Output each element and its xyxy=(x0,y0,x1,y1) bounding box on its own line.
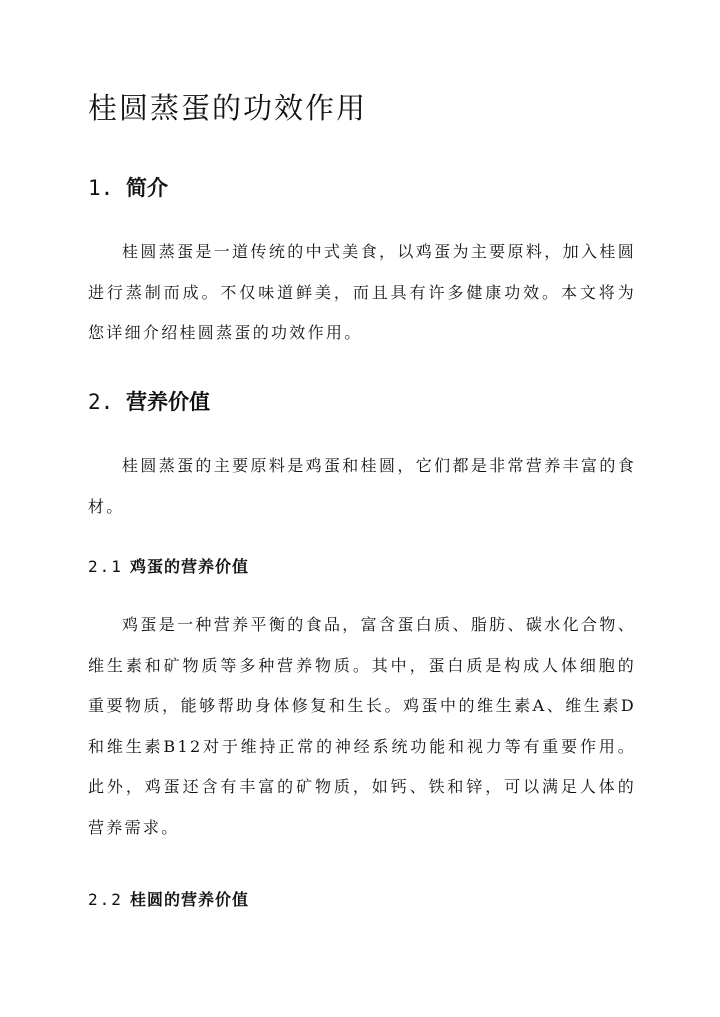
subsection-title: 鸡蛋的营养价值 xyxy=(130,557,250,576)
paragraph-nutrition: 桂圆蒸蛋的主要原料是鸡蛋和桂圆，它们都是非常营养丰富的食材。 xyxy=(88,456,636,516)
section-heading-nutrition xyxy=(88,387,210,417)
subsection-number: 2.2 xyxy=(88,890,123,909)
subsection-number: 2.1 xyxy=(88,557,123,576)
section-number: 2. xyxy=(88,390,114,414)
document-title: 桂圆蒸蛋的功效作用 xyxy=(88,91,368,125)
subsection-heading-longan xyxy=(88,888,249,912)
section-number: 1. xyxy=(88,176,114,200)
section-title: 简介 xyxy=(126,175,168,200)
subsection-heading-egg xyxy=(88,555,249,579)
paragraph-egg-nutrition: 鸡蛋是一种营养平衡的食品，富含蛋白质、脂肪、碳水化合物、维生素和矿物质等多种营养物质。其中，蛋白质是构成人体细胞的重要物质，能够帮助身体修复和生长。鸡蛋中的维生素A、维生素D和维生素B12对于维持正常的神经系统功能和视力等有重要作用。此外，鸡蛋还含有丰富的矿物质，如钙、铁和锌，可以满足人体的营养需求。 xyxy=(88,615,636,837)
paragraph-intro: 桂圆蒸蛋是一道传统的中式美食，以鸡蛋为主要原料，加入桂圆进行蒸制而成。不仅味道鲜美，而且具有许多健康功效。本文将为您详细介绍桂圆蒸蛋的功效作用。 xyxy=(88,242,636,342)
subsection-title: 桂圆的营养价值 xyxy=(130,890,250,909)
section-title: 营养价值 xyxy=(126,389,210,414)
section-heading-intro xyxy=(88,173,168,203)
